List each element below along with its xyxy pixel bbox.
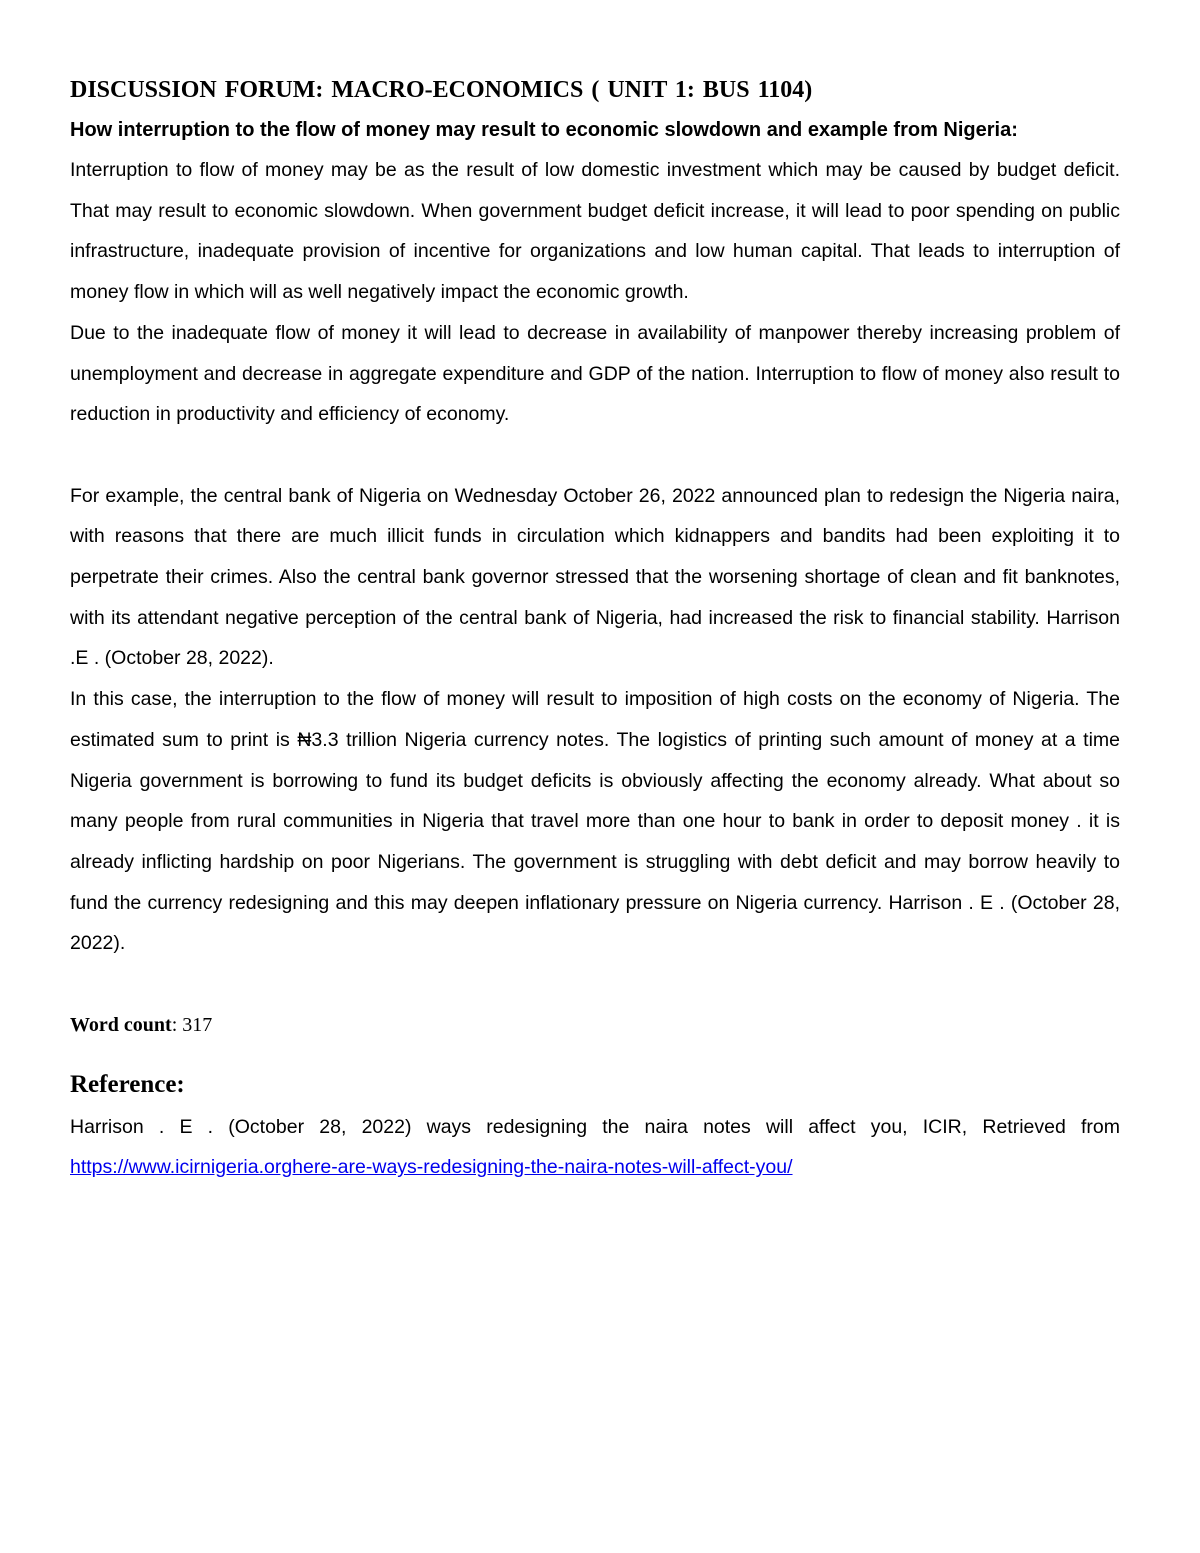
word-count-value: 317 <box>182 1013 213 1036</box>
reference-gap <box>70 1045 1120 1063</box>
reference-heading: Reference: <box>70 1070 185 1098</box>
reference-entry <box>70 1107 1120 1188</box>
discussion-question: How interruption to the flow of money may result to economic slowdown and example from Nigeria: <box>70 119 1018 141</box>
word-count-label: Word count <box>70 1013 172 1036</box>
paragraph-4: In this case, the interruption to the flow of money will result to imposition of high costs on the economy of Nigeria. The estimated sum to print is ₦3.3 trillion Nigeria currency notes. The logistics of printing such amount of money at a time Nigeria government is borrowing to fund its budget deficits is obviously affecting the economy already. What about so many people from rural communities in Nigeria that travel more than one hour to bank in order to deposit money . it is already inflicting hardship on poor Nigerians. The government is struggling with debt deficit and may borrow heavily to fund the currency redesigning and this may deepen inflationary pressure on Nigeria currency. Harrison . E . (October 28, 2022). <box>70 688 1120 955</box>
document-title: DISCUSSION FORUM: MACRO-ECONOMICS ( UNIT 1: BUS 1104) <box>70 77 813 103</box>
paragraph-2: Due to the inadequate flow of money it will lead to decrease in availability of manpower thereby increasing problem of unemployment and decrease in aggregate expenditure and GDP of the nation. Interruption to flow of money also result to reduction in productivity and efficiency of economy. <box>70 321 1120 426</box>
word-count <box>70 1005 1120 1045</box>
paragraph-3: For example, the central bank of Nigeria on Wednesday October 26, 2022 announced plan to redesign the Nigeria naira, with reasons that there are much illicit funds in circulation which kidnappers and bandits had been exploiting it to perpetrate their crimes. Also the central bank governor stressed that the worsening shortage of clean and fit banknotes, with its attendant negative perception of the central bank of Nigeria, had increased the risk to financial stability. Harrison .E . (October 28, 2022). <box>70 484 1120 670</box>
document-page <box>70 70 1120 1188</box>
paragraph-gap <box>70 435 1120 476</box>
paragraph-1: Interruption to flow of money may be as the result of low domestic investment which may be caused by budget deficit. That may result to economic slowdown. When government budget deficit increase, it will lead to poor spending on public infrastructure, inadequate provision of incentive for organizations and low human capital. That leads to interruption of money flow in which will as well negatively impact the economic growth. <box>70 159 1120 304</box>
reference-link[interactable]: https://www.icirnigeria.orghere-are-ways-redesigning-the-naira-notes-will-affect-you/ <box>70 1156 793 1179</box>
section-gap <box>70 964 1120 1005</box>
word-count-separator: : <box>171 1013 183 1036</box>
reference-text: Harrison . E . (October 28, 2022) ways redesigning the naira notes will affect you, ICIR, Retrieved from <box>70 1115 1120 1138</box>
